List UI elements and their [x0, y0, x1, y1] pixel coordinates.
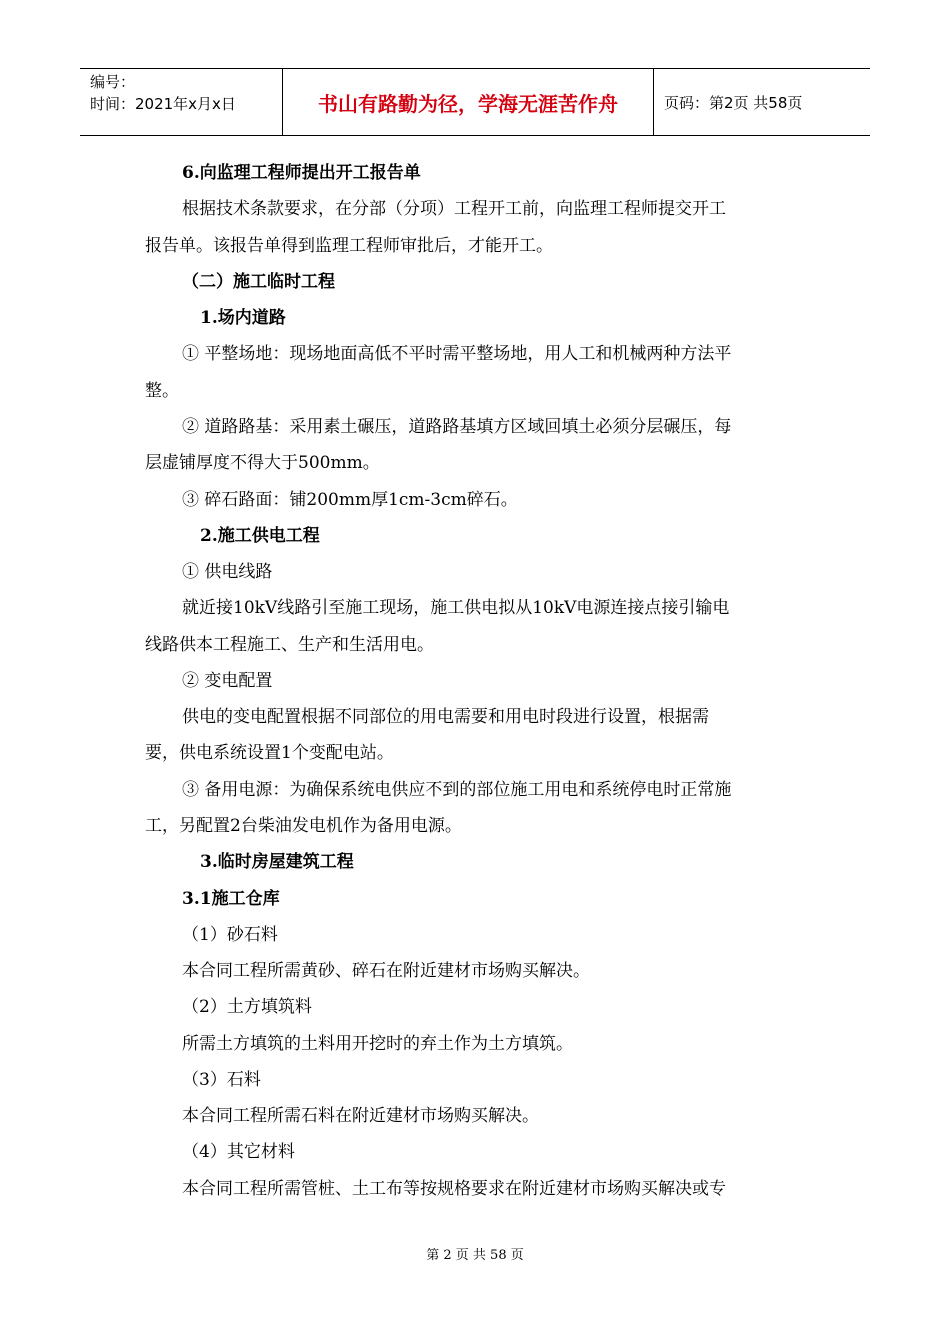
- paragraph-line: 报告单。该报告单得到监理工程师审批后，才能开工。: [145, 236, 553, 256]
- page-header: [80, 68, 870, 136]
- heading-temporary-works: （二）施工临时工程: [182, 272, 335, 292]
- paragraph-line: 就近接10kV线路引至施工现场，施工供电拟从10kV电源连接点接引输电: [182, 598, 730, 618]
- paragraph-line: 供电的变电配置根据不同部位的用电需要和用电时段进行设置，根据需: [182, 707, 709, 727]
- paragraph-line: 根据技术条款要求，在分部（分项）工程开工前，向监理工程师提交开工: [182, 199, 726, 219]
- page-footer: [0, 1247, 950, 1265]
- header-motto-cell: [282, 69, 654, 135]
- paragraph-line: ② 道路路基：采用素土碾压，道路路基填方区域回填土必须分层碾压，每: [182, 417, 732, 437]
- heading-warehouse: 3.1施工仓库: [182, 889, 280, 909]
- paragraph-line: 工，另配置2台柴油发电机作为备用电源。: [145, 816, 462, 836]
- paragraph-line: ③ 碎石路面：铺200mm厚1cm-3cm碎石。: [182, 490, 518, 510]
- date-label: 时间：2021年x月x日: [90, 95, 236, 113]
- motto-text: 书山有路勤为径，学海无涯苦作舟: [318, 91, 618, 116]
- paragraph-line: ② 变电配置: [182, 671, 273, 691]
- paragraph-line: 本合同工程所需管桩、土工布等按规格要求在附近建材市场购买解决或专: [182, 1179, 726, 1199]
- footer-page-number: 第 2 页 共 58 页: [426, 1248, 524, 1263]
- paragraph-line: ③ 备用电源：为确保系统电供应不到的部位施工用电和系统停电时正常施: [182, 780, 732, 800]
- paragraph-line: （4）其它材料: [182, 1142, 295, 1162]
- header-page-cell: [654, 69, 870, 135]
- paragraph-line: 要，供电系统设置1个变配电站。: [145, 743, 394, 763]
- serial-number-label: 编号：: [90, 73, 136, 91]
- paragraph-line: 层虚铺厚度不得大于500mm。: [145, 453, 380, 473]
- paragraph-line: 本合同工程所需黄砂、碎石在附近建材市场购买解决。: [182, 961, 590, 981]
- paragraph-line: 线路供本工程施工、生产和生活用电。: [145, 635, 434, 655]
- heading-temporary-buildings: 3.临时房屋建筑工程: [200, 852, 354, 872]
- paragraph-line: （2）土方填筑料: [182, 997, 312, 1017]
- paragraph-line: （1）砂石料: [182, 925, 278, 945]
- paragraph-line: ① 供电线路: [182, 562, 273, 582]
- paragraph-line: ① 平整场地：现场地面高低不平时需平整场地，用人工和机械两种方法平: [182, 344, 732, 364]
- paragraph-line: （3）石料: [182, 1070, 261, 1090]
- heading-start-report: 6.向监理工程师提出开工报告单: [182, 163, 421, 183]
- page-code: 页码：第2页 共58页: [664, 93, 803, 112]
- paragraph-line: 本合同工程所需石料在附近建材市场购买解决。: [182, 1106, 539, 1126]
- paragraph-line: 所需土方填筑的土料用开挖时的弃土作为土方填筑。: [182, 1034, 573, 1054]
- heading-site-roads: 1.场内道路: [200, 308, 286, 328]
- header-meta: [80, 69, 282, 135]
- heading-power-supply: 2.施工供电工程: [200, 526, 320, 546]
- paragraph-line: 整。: [145, 381, 179, 401]
